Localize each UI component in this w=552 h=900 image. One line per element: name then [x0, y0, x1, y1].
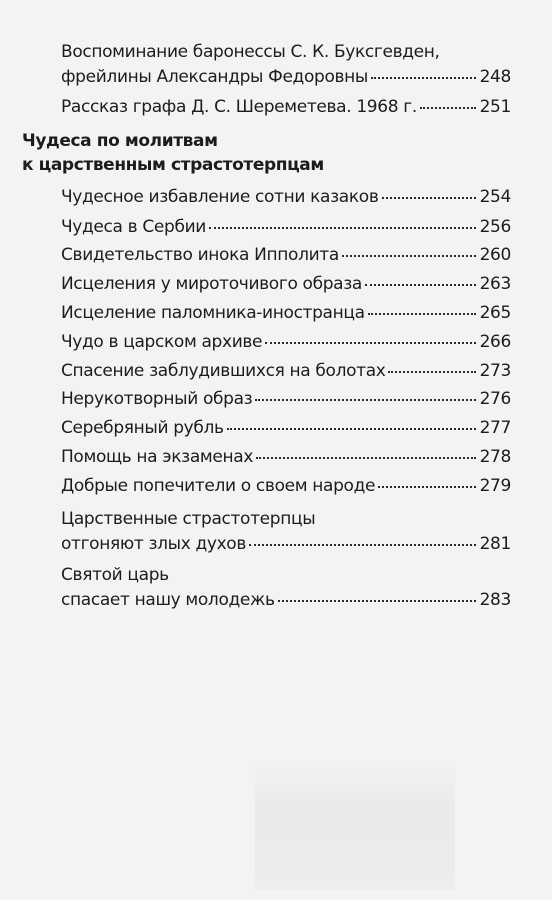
toc-entry-title-line: Спасение заблудившихся на болотах	[61, 361, 386, 381]
toc-entry-page: 276	[479, 389, 511, 409]
dot-leader	[371, 77, 476, 79]
dot-leader	[420, 107, 476, 109]
dot-leader	[382, 197, 476, 199]
dot-leader	[209, 227, 476, 229]
toc-entry-title-line: Царственные страстотерпцы	[61, 509, 316, 529]
toc-entry-page: 251	[479, 97, 511, 117]
toc-entry	[61, 272, 511, 297]
section-heading	[22, 129, 492, 177]
dot-leader	[378, 486, 475, 488]
toc-entry-page: 277	[479, 418, 511, 438]
dot-leader	[342, 255, 476, 257]
toc-entry-page: 265	[479, 303, 511, 323]
toc-entry	[61, 416, 511, 441]
dot-leader	[255, 399, 475, 401]
dot-leader	[227, 428, 476, 430]
paper-bleed-through	[255, 760, 455, 890]
dot-leader	[256, 457, 476, 459]
toc-entry	[61, 215, 511, 240]
toc-entry	[61, 445, 511, 470]
toc-entry-page: 278	[479, 447, 511, 467]
toc-entry-page: 273	[479, 361, 511, 381]
toc-entry	[61, 387, 511, 412]
toc-entry-title-line: Воспоминание баронессы С. К. Буксгевден,	[61, 42, 440, 62]
toc-entry-title-line: Рассказ графа Д. С. Шереметева. 1968 г.	[61, 97, 417, 117]
section-heading-line: к царственным страстотерпцам	[22, 155, 324, 175]
toc-entry-page: 260	[479, 245, 511, 265]
toc-entry	[61, 40, 511, 90]
toc-entry	[61, 359, 511, 384]
toc-entry-page: 248	[479, 67, 511, 87]
toc-entry-title-line: фрейлины Александры Федоровны	[61, 67, 369, 87]
toc-entry-title-line: Исцеления у мироточивого образа	[61, 274, 362, 294]
dot-leader	[365, 284, 476, 286]
toc-entry	[61, 243, 511, 268]
toc-entry	[61, 330, 511, 355]
section-heading-line: Чудеса по молитвам	[22, 131, 218, 151]
dot-leader	[278, 600, 476, 602]
toc-entry-page: 266	[479, 332, 511, 352]
toc-entry	[61, 185, 511, 210]
toc-entry-title-line: Свидетельство инока Ипполита	[61, 245, 339, 265]
toc-entry	[61, 301, 511, 326]
toc-entry-title-line: Исцеление паломника-иностранца	[61, 303, 365, 323]
toc-entry-page: 279	[479, 476, 511, 496]
toc-entry-title-line: Добрые попечители о своем народе	[61, 476, 376, 496]
toc-entry-page: 281	[479, 534, 511, 554]
toc-entry	[61, 507, 511, 557]
toc-entry-title-line: Серебряный рубль	[61, 418, 224, 438]
toc-entry-title-line: Чудеса в Сербии	[61, 217, 206, 237]
toc-entry-page: 263	[479, 274, 511, 294]
dot-leader	[249, 544, 476, 546]
dot-leader	[368, 313, 476, 315]
toc-entry-page: 256	[479, 217, 511, 237]
toc-entry-title-line: Святой царь	[61, 565, 169, 585]
toc-entry-title-line: Помощь на экзаменах	[61, 447, 254, 467]
toc-entry	[61, 563, 511, 613]
dot-leader	[388, 371, 475, 373]
toc-entry-title-line: Нерукотворный образ	[61, 389, 253, 409]
toc-entry-title-line: Чудесное избавление сотни казаков	[61, 187, 379, 207]
toc-entry-title-line: отгоняют злых духов	[61, 534, 247, 554]
toc-entry-title-line: Чудо в царском архиве	[61, 332, 263, 352]
toc-entry-page: 254	[479, 187, 511, 207]
dot-leader	[265, 342, 475, 344]
toc-entry-page: 283	[479, 590, 511, 610]
toc-entry	[61, 95, 511, 120]
toc-entry-title-line: спасает нашу молодежь	[61, 590, 275, 610]
toc-entry	[61, 474, 511, 499]
